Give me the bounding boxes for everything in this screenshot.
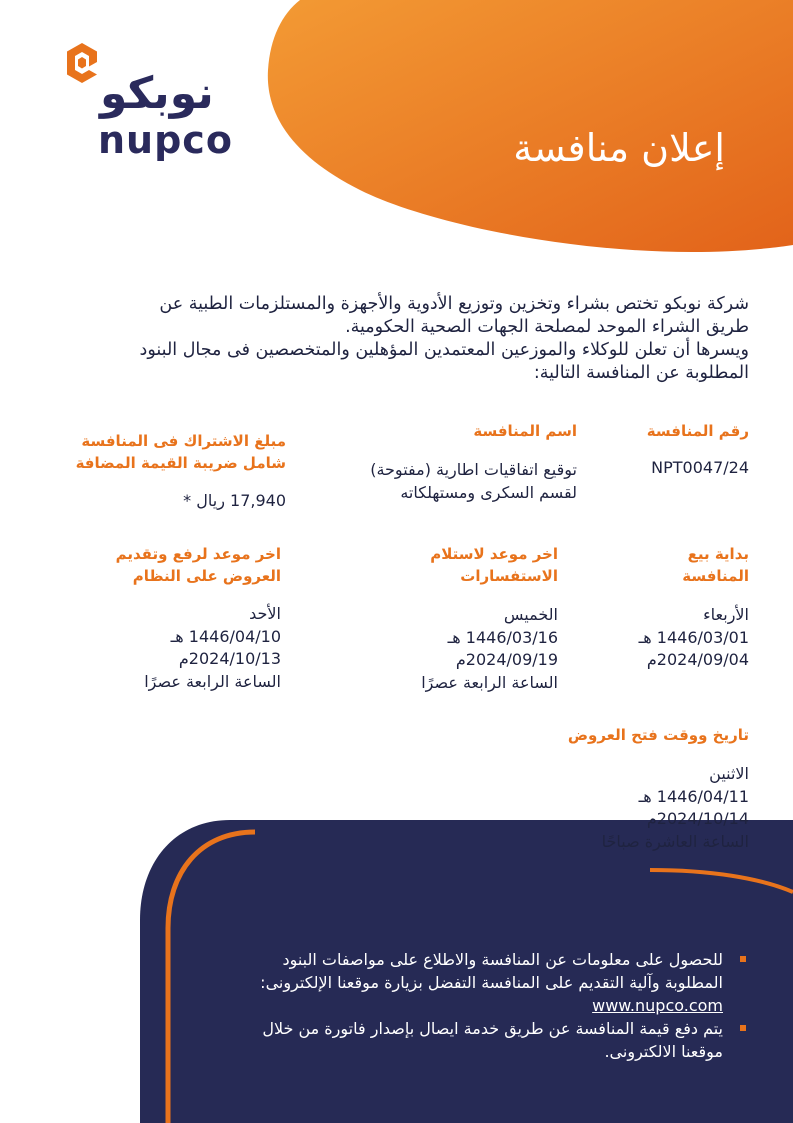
info-bullet: للحصول على معلومات عن المنافسة والاطلاع على مواصفات البنود المطلوبة وآلية التقديم على المنافسة التفضل بزيارة موقعنا الإلكترونى: www.nupco.com [43, 948, 749, 1017]
submission-deadline-label: اخر موعد لرفع وتقديم العروض على النظام [115, 545, 281, 585]
tender-number: NPT0047/24 [651, 458, 749, 477]
bullet-square-icon [740, 1025, 746, 1031]
bullet-square-icon [740, 956, 746, 962]
sale-start-date: الأربعاء 1446/03/01 هـ 2024/09/04م [638, 605, 749, 669]
fee-value: 17,940 ريال * [183, 491, 286, 510]
fee-label: مبلغ الاشتراك فى المنافسة شامل ضريبة القيمة المضافة [75, 432, 286, 472]
tender-name-label: اسم المنافسة [473, 422, 577, 440]
logo-arabic-wordmark: نوبكو [100, 68, 214, 119]
inquiries-deadline-date: الخميس 1446/03/16 هـ 2024/09/19م الساعة الرابعة عصرًا [421, 605, 558, 692]
opening-label: تاريخ ووقت فتح العروض [567, 726, 749, 744]
logo-mark-icon [62, 40, 102, 84]
intro-line: ويسرها أن تعلن للوكلاء والموزعين المعتمدين المؤهلين والمتخصصين فى مجال البنود [139, 340, 749, 360]
intro-line: المطلوبة عن المنافسة التالية: [533, 363, 749, 383]
tender-number-label: رقم المنافسة [646, 422, 749, 440]
footer-info [43, 948, 749, 1063]
tender-name: توقيع اتفاقيات اطارية (مفتوحة) لقسم السكرى ومستهلكاته [370, 460, 577, 502]
logo-english-wordmark: nupco [98, 118, 233, 162]
sale-start-label: بداية بيع المنافسة [682, 545, 749, 585]
intro-paragraph [39, 293, 749, 385]
intro-line: طريق الشراء الموحد لمصلحة الجهات الصحية الحكومية. [345, 317, 749, 337]
submission-deadline-date: الأحد 1446/04/10 هـ 2024/10/13م الساعة الرابعة عصرًا [144, 604, 281, 691]
inquiries-deadline-label: اخر موعد لاستلام الاستفسارات [430, 545, 558, 585]
website-link[interactable]: www.nupco.com [592, 996, 723, 1015]
opening-date: الاثنين 1446/04/11 هـ 2024/10/14م الساعة العاشرة صباحًا [601, 764, 749, 851]
intro-line: شركة نوبكو تختص بشراء وتخزين وتوزيع الأدوية والأجهزة والمستلزمات الطبية عن [159, 294, 749, 314]
page-title: إعلان منافسة [513, 126, 725, 170]
info-bullet: يتم دفع قيمة المنافسة عن طريق خدمة ايصال بإصدار فاتورة من خلال موقعنا الالكترونى. [43, 1017, 749, 1063]
nupco-logo [62, 40, 232, 160]
